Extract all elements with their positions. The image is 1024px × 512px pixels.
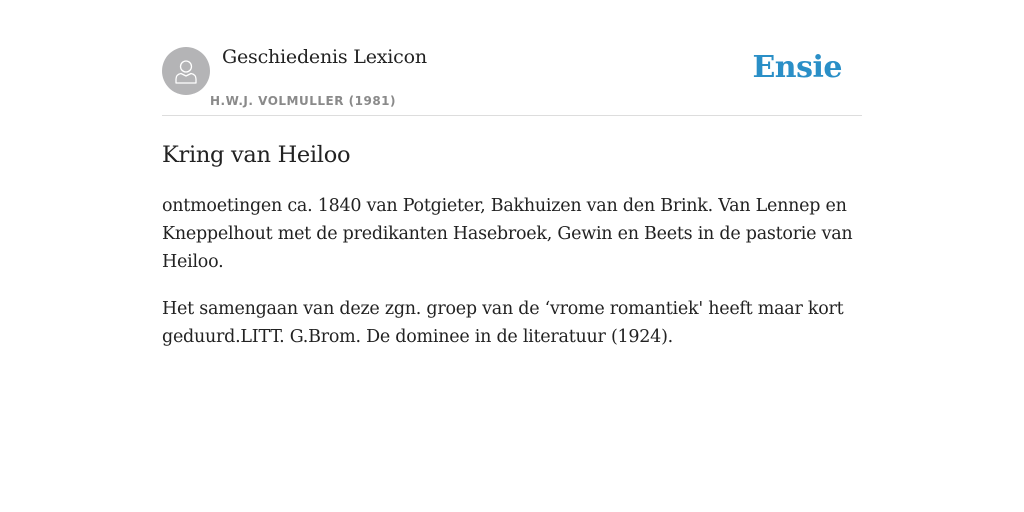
article-paragraph-2: Het samengaan van deze zgn. groep van de ‘vrome romantiek' heeft maar kort geduurd.LITT. G.Brom. De dominee in de literatuur (1924). xyxy=(162,299,844,347)
page-content xyxy=(162,0,862,351)
person-outline-icon xyxy=(171,56,201,86)
ensie-logo[interactable]: Ensie xyxy=(752,50,842,85)
article-title: Kring van Heiloo xyxy=(162,142,351,168)
lexicon-title[interactable]: Geschiedenis Lexicon xyxy=(222,46,427,68)
author-byline[interactable]: H.W.J. VOLMULLER (1981) xyxy=(210,94,397,108)
user-avatar-icon[interactable] xyxy=(162,47,210,95)
page-header xyxy=(162,0,862,116)
article-paragraph-1: ontmoetingen ca. 1840 van Potgieter, Bakhuizen van den Brink. Van Lennep en Kneppelhout met de predikanten Hasebroek, Gewin en Beets in de pastorie van Heiloo. xyxy=(162,196,853,272)
